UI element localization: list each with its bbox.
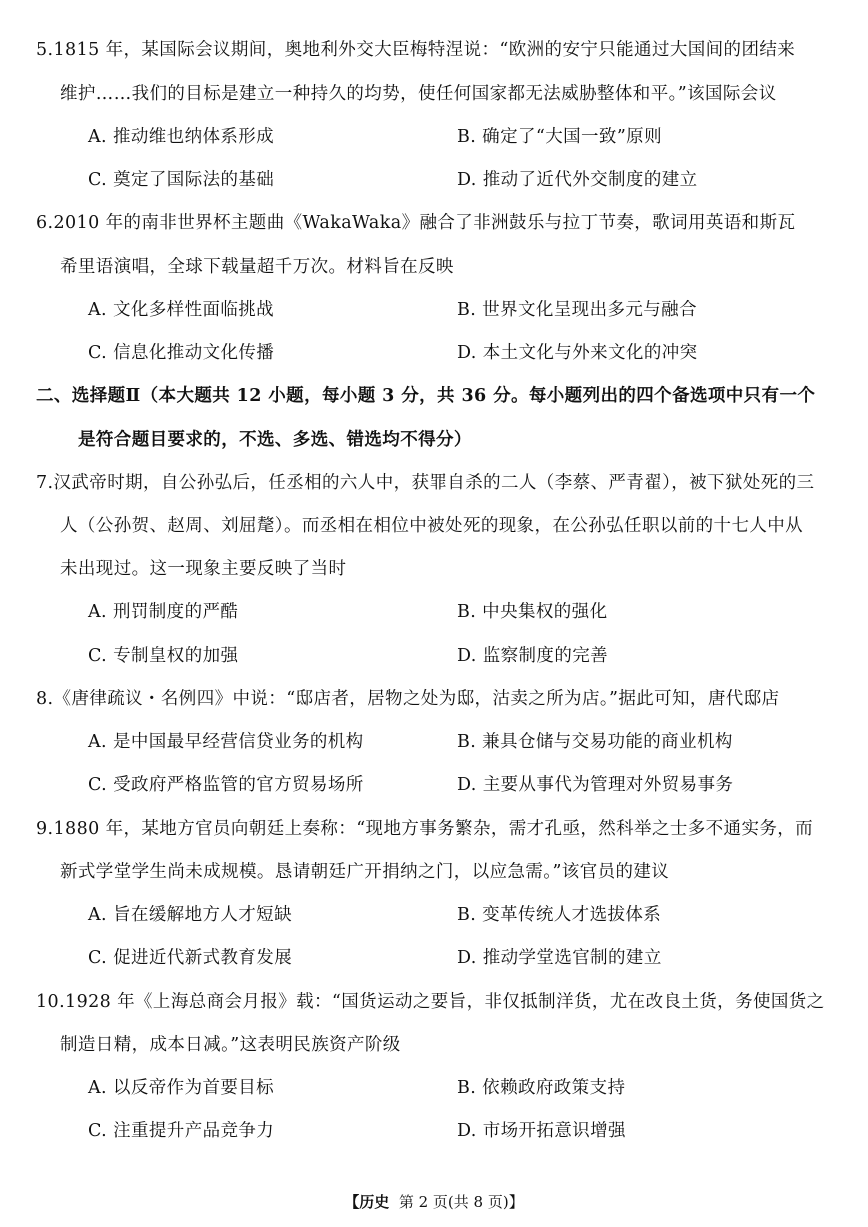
question-9-text: 9.1880 年，某地方官员向朝廷上奏称：“现地方事务繁杂，需才孔亟，然科举之士多不通实务，而 bbox=[36, 819, 814, 839]
question-5-option-d: D. 推动了近代外交制度的建立 bbox=[457, 170, 698, 190]
question-5-text-cont: 维护……我们的目标是建立一种持久的均势，使任何国家都无法威胁整体和平。”该国际会议 bbox=[60, 84, 777, 104]
question-6-option-c: C. 信息化推动文化传播 bbox=[88, 343, 275, 363]
question-6-option-d: D. 本土文化与外来文化的冲突 bbox=[457, 343, 698, 363]
question-7-option-b: B. 中央集权的强化 bbox=[457, 602, 608, 622]
question-5-option-b: B. 确定了“大国一致”原则 bbox=[457, 127, 662, 147]
question-5-text: 5.1815 年，某国际会议期间，奥地利外交大臣梅特涅说：“欧洲的安宁只能通过大国间的团结来 bbox=[36, 40, 796, 60]
question-9-option-c: C. 促进近代新式教育发展 bbox=[88, 948, 293, 968]
question-6-text: 6.2010 年的南非世界杯主题曲《WakaWaka》融合了非洲鼓乐与拉丁节奏，歌词用英语和斯瓦 bbox=[36, 213, 796, 233]
page-footer bbox=[0, 1192, 868, 1212]
question-10-option-c: C. 注重提升产品竞争力 bbox=[88, 1121, 275, 1141]
question-10-option-b: B. 依赖政府政策支持 bbox=[457, 1078, 626, 1098]
question-8-text: 8.《唐律疏议・名例四》中说：“邸店者，居物之处为邸，沽卖之所为店。”据此可知，唐代邸店 bbox=[36, 689, 780, 709]
question-8-option-c: C. 受政府严格监管的官方贸易场所 bbox=[88, 775, 364, 795]
question-10-text: 10.1928 年《上海总商会月报》载：“国货运动之要旨，非仅抵制洋货，尤在改良土货，务使国货之 bbox=[36, 992, 825, 1012]
question-7-text: 7.汉武帝时期，自公孙弘后，任丞相的六人中，获罪自杀的二人（李蔡、严青翟），被下狱处死的三 bbox=[36, 473, 815, 493]
question-9-option-d: D. 推动学堂选官制的建立 bbox=[457, 948, 662, 968]
question-9-option-b: B. 变革传统人才选拔体系 bbox=[457, 905, 662, 925]
question-9-option-a: A. 旨在缓解地方人才短缺 bbox=[88, 905, 292, 925]
question-7-text-cont-2: 未出现过。这一现象主要反映了当时 bbox=[60, 559, 347, 579]
footer-subject: 【历史 bbox=[344, 1193, 390, 1211]
question-10-text-cont: 制造日精，成本日减。”这表明民族资产阶级 bbox=[60, 1035, 401, 1055]
footer-page-number: 第 2 页(共 8 页)】 bbox=[398, 1193, 524, 1211]
section-2-heading-cont: 是符合题目要求的，不选、多选、错选均不得分） bbox=[78, 430, 472, 450]
question-5-option-a: A. 推动维也纳体系形成 bbox=[88, 127, 275, 147]
question-6-option-a: A. 文化多样性面临挑战 bbox=[88, 300, 275, 320]
question-8-option-d: D. 主要从事代为管理对外贸易事务 bbox=[457, 775, 734, 795]
question-10-option-a: A. 以反帝作为首要目标 bbox=[88, 1078, 275, 1098]
question-7-option-a: A. 刑罚制度的严酷 bbox=[88, 602, 239, 622]
question-7-option-c: C. 专制皇权的加强 bbox=[88, 646, 239, 666]
question-6-text-cont: 希里语演唱，全球下载量超千万次。材料旨在反映 bbox=[60, 257, 454, 277]
question-8-option-b: B. 兼具仓储与交易功能的商业机构 bbox=[457, 732, 733, 752]
question-5-option-c: C. 奠定了国际法的基础 bbox=[88, 170, 275, 190]
question-8-option-a: A. 是中国最早经营信贷业务的机构 bbox=[88, 732, 364, 752]
question-7-option-d: D. 监察制度的完善 bbox=[457, 646, 609, 666]
section-2-heading: 二、选择题Ⅱ（本大题共 12 小题，每小题 3 分，共 36 分。每小题列出的四个备选项中只有一个 bbox=[36, 386, 816, 406]
question-10-option-d: D. 市场开拓意识增强 bbox=[457, 1121, 626, 1141]
question-6-option-b: B. 世界文化呈现出多元与融合 bbox=[457, 300, 697, 320]
question-9-text-cont: 新式学堂学生尚未成规模。恳请朝廷广开捐纳之门，以应急需。”该官员的建议 bbox=[60, 862, 670, 882]
question-7-text-cont-1: 人（公孙贺、赵周、刘屈氂）。而丞相在相位中被处死的现象，在公孙弘任职以前的十七人中从 bbox=[60, 516, 804, 536]
